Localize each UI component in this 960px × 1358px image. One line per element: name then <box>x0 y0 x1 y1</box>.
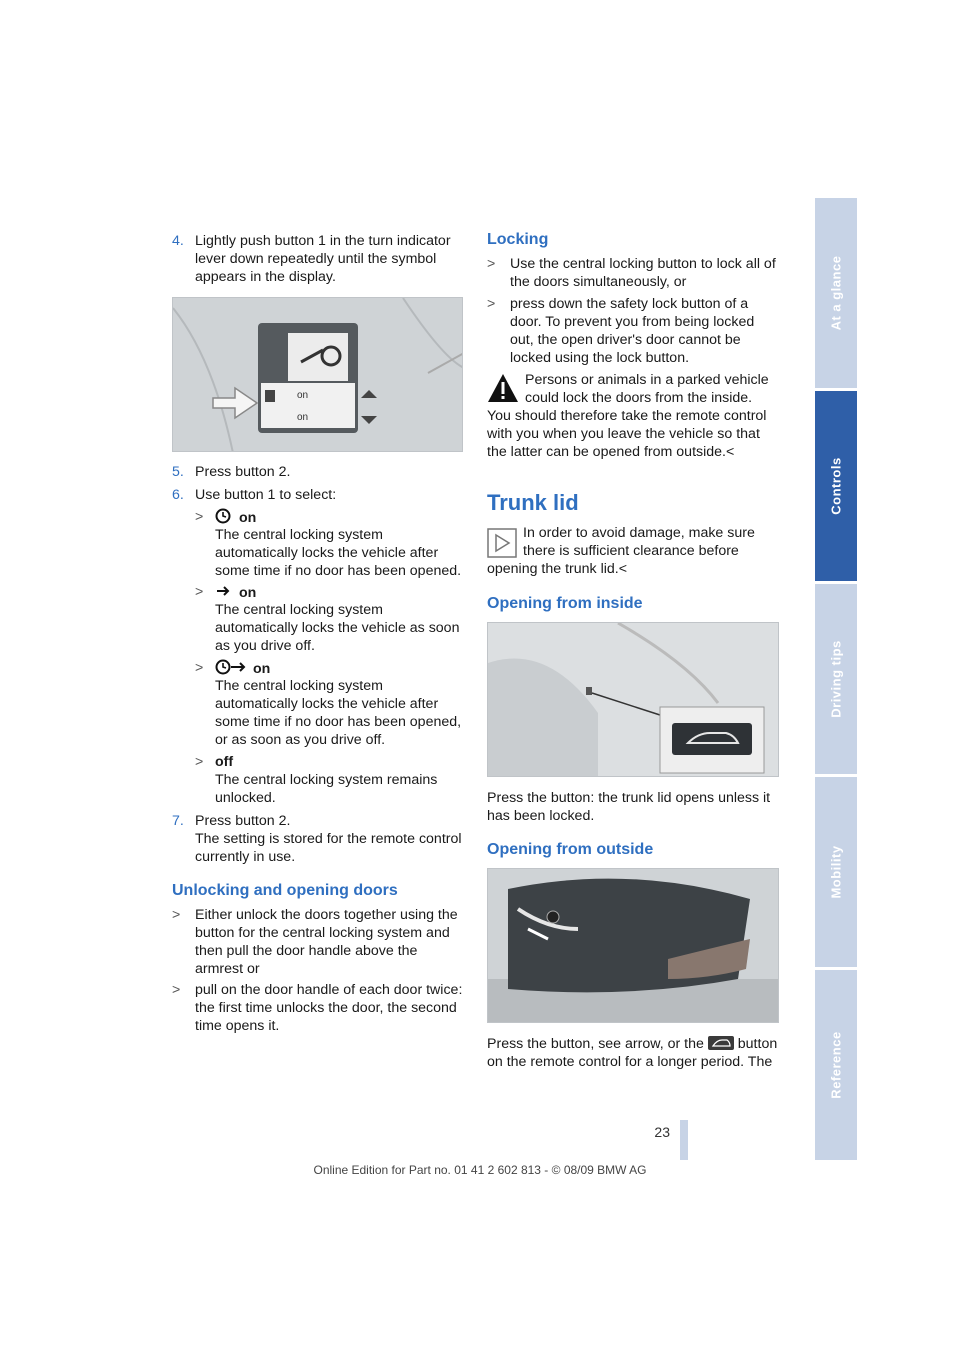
step-7: 7. Press button 2. The setting is stored for the remote control currently in use. <box>172 813 462 865</box>
timer-symbol: on <box>215 508 465 526</box>
interior-button-illustration <box>488 623 779 777</box>
tab-reference[interactable]: Reference <box>815 970 857 1160</box>
unlock-item-1: > Either unlock the doors together using the button for the central locking system and then pull the door handle above the armrest or <box>172 907 458 977</box>
section-tabs <box>815 198 857 1160</box>
tab-at-a-glance[interactable]: At a glance <box>815 198 857 388</box>
trunk-lid-heading: Trunk lid <box>487 490 579 515</box>
opening-outside-text: Press the button, see arrow, or the button on the remote control for a longer period. The <box>487 1036 778 1070</box>
tab-controls[interactable]: Controls <box>815 391 857 581</box>
unlock-item-2: > pull on the door handle of each door twice: the first time unlocks the door, the second time opens it. <box>172 982 463 1034</box>
locking-heading: Locking <box>487 231 549 248</box>
opening-inside-text: Press the button: the trunk lid opens unless it has been locked. <box>487 790 771 824</box>
unlocking-heading: Unlocking and opening doors <box>172 882 398 899</box>
opening-inside-heading: Opening from inside <box>487 595 643 612</box>
arrow-right-icon <box>215 583 235 599</box>
clock-arrow-icon <box>215 659 249 675</box>
warning-icon <box>487 373 519 403</box>
option-drive-off: > on The central locking system automatically locks the vehicle as soon as you drive off. <box>195 583 465 655</box>
option-timer-and-drive-off: > on The central locking system automatically locks the vehicle after some time if no door has been opened, or as soon as you drive off. <box>195 659 465 749</box>
page-number-bar <box>680 1120 688 1160</box>
instrument-display-illustration <box>173 298 463 452</box>
trunk-note: In order to avoid damage, make sure there is sufficient clearance before opening the trunk lid.< <box>487 525 755 577</box>
trunk-remote-icon <box>708 1036 734 1050</box>
step-5: 5. Press button 2. <box>172 464 291 480</box>
trunk-inside-button-photo <box>487 622 779 777</box>
off-symbol: off <box>215 754 234 770</box>
step-4: 4. Lightly push button 1 in the turn indicator lever down repeatedly until the symbol appears in the display. <box>172 233 451 285</box>
locking-item-2: > press down the safety lock button of a door. To prevent you from being locked out, the open driver's door cannot be locked using the lock button. <box>487 296 755 366</box>
instrument-display-photo <box>172 297 463 452</box>
step-6: 6. Use button 1 to select: <box>172 487 337 503</box>
display-line-1: on <box>297 390 309 401</box>
display-line-2: on <box>297 412 309 423</box>
opening-outside-heading: Opening from outside <box>487 841 654 858</box>
timer-drive-off-symbol: on <box>215 659 465 677</box>
option-off: > off The central locking system remains unlocked. <box>195 753 465 807</box>
locking-warning: Persons or animals in a parked vehicle could lock the doors from the inside. You should therefore take the remote control with you when you leave the vehicle so that the latter can be opened from outside.< <box>487 372 769 460</box>
trunk-lid-illustration <box>488 869 779 1023</box>
trunk-outside-photo <box>487 868 779 1023</box>
footer: Online Edition for Part no. 01 41 2 602 813 - © 08/09 BMW AG <box>313 1163 647 1177</box>
note-triangle-icon <box>487 528 517 558</box>
option-timer: > on The central locking system automatically locks the vehicle after some time if no door has been opened. <box>195 508 465 580</box>
tab-driving-tips[interactable]: Driving tips <box>815 584 857 774</box>
drive-off-symbol: on <box>215 583 465 601</box>
clock-icon <box>215 508 235 524</box>
tab-mobility[interactable]: Mobility <box>815 777 857 967</box>
locking-item-1: > Use the central locking button to lock all of the doors simultaneously, or <box>487 256 776 290</box>
page-number: 23 <box>654 1124 670 1140</box>
